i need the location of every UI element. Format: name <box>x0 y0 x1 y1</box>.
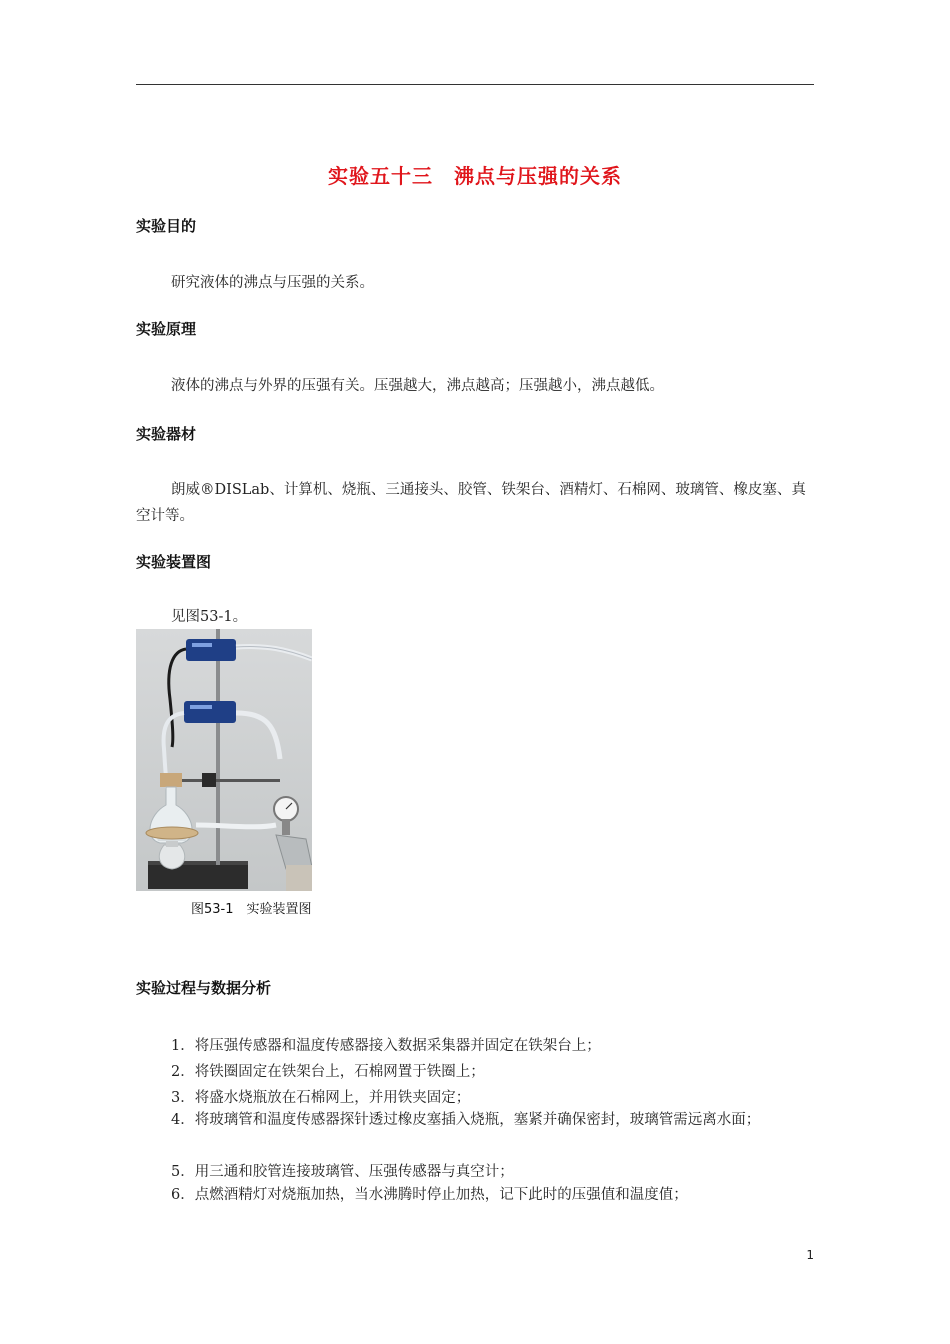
procedure-step: 2．将铁圈固定在铁架台上，石棉网置于铁圈上； <box>171 1064 485 1080</box>
apparatus-photo <box>136 629 312 891</box>
heading-purpose: 实验目的 <box>136 217 197 235</box>
heading-principle: 实验原理 <box>136 320 197 338</box>
procedure-step: 4．将玻璃管和温度传感器探针透过橡皮塞插入烧瓶，塞紧并确保密封，玻璃管需远离水面； <box>171 1112 761 1128</box>
page-number: 1 <box>806 1248 814 1262</box>
purpose-text: 研究液体的沸点与压强的关系。 <box>171 275 374 291</box>
procedure-step: 6．点燃酒精灯对烧瓶加热，当水沸腾时停止加热，记下此时的压强值和温度值； <box>171 1187 688 1203</box>
setup-text: 见图53-1。 <box>171 609 248 625</box>
procedure-step: 5．用三通和胶管连接玻璃管、压强传感器与真空计； <box>171 1164 514 1180</box>
heading-materials: 实验器材 <box>136 425 197 443</box>
header-rule <box>136 84 814 85</box>
figure-caption: 图53-1 实验装置图 <box>191 902 312 917</box>
procedure-step: 1．将压强传感器和温度传感器接入数据采集器并固定在铁架台上； <box>171 1038 601 1054</box>
materials-text: 朗威®DISLab、计算机、烧瓶、三通接头、胶管、铁架台、酒精灯、石棉网、玻璃管、橡皮塞、真空计等。 <box>136 482 806 524</box>
heading-procedure: 实验过程与数据分析 <box>136 979 272 997</box>
principle-text: 液体的沸点与外界的压强有关。压强越大，沸点越高；压强越小，沸点越低。 <box>171 378 664 394</box>
heading-setup: 实验装置图 <box>136 553 212 571</box>
procedure-step: 3．将盛水烧瓶放在石棉网上，并用铁夹固定； <box>171 1090 471 1106</box>
page-title: 实验五十三 沸点与压强的关系 <box>328 164 622 188</box>
